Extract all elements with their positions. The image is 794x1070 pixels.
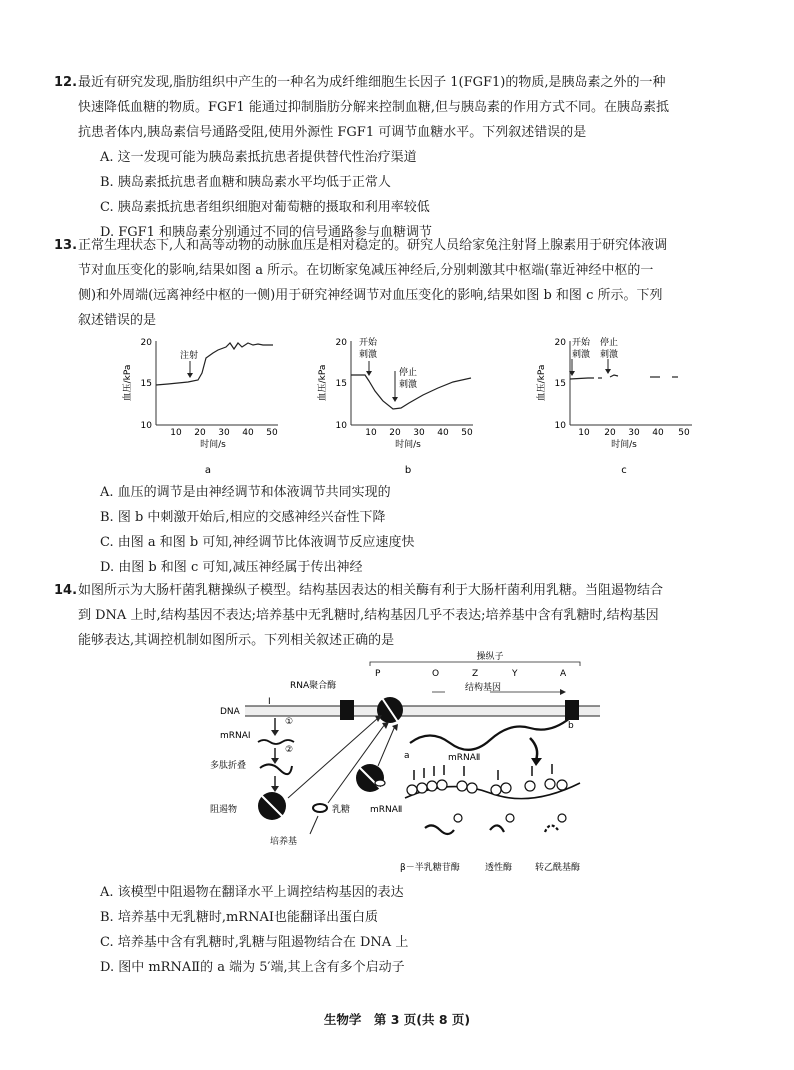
series-line: [156, 343, 273, 385]
arrow-icon: [187, 373, 193, 378]
arrow-icon: [366, 371, 372, 376]
label-o: O: [432, 669, 440, 679]
tick-label: 20: [335, 338, 347, 348]
annotation: 刺激: [572, 350, 591, 360]
enzyme2-label: 透性酶: [485, 863, 513, 873]
series-line: [610, 375, 618, 377]
step-1: ①: [285, 717, 294, 727]
label-z: Z: [472, 669, 479, 679]
operon-label: 操纵子: [476, 652, 504, 662]
x-axis-label: 时间/s: [395, 440, 421, 450]
tick-label: 30: [628, 428, 640, 438]
option-d[interactable]: D. 图中 mRNAⅡ的 a 端为 5′端,其上含有多个启动子: [100, 960, 405, 975]
y-axis-label: 血压/kPa: [537, 364, 547, 402]
tick-label: 10: [140, 421, 152, 431]
option-b[interactable]: B. 培养基中无乳糖时,mRNAⅠ也能翻译出蛋白质: [100, 910, 378, 925]
annotation: 刺激: [399, 380, 418, 390]
question-text-line: 节对血压变化的影响,结果如图 a 所示。在切断家兔减压神经后,分别刺激其中枢端(靠近神经中枢的一: [78, 263, 654, 278]
question-number: 12.: [54, 75, 78, 90]
tick-label: 30: [218, 428, 230, 438]
enzyme1-icon: [425, 825, 454, 834]
question-text-line: 叙述错误的是: [78, 313, 157, 328]
question-13: [54, 233, 728, 333]
option-b[interactable]: B. 图 b 中刺激开始后,相应的交感神经兴奋性下降: [100, 510, 386, 525]
option-d[interactable]: D. FGF1 和胰岛素分别通过不同的信号通路参与血糖调节: [100, 225, 433, 240]
question-14-options: [78, 880, 728, 980]
arrow-icon: [605, 369, 611, 374]
enzyme3-icon: [545, 825, 558, 832]
question-text-line: 抗患者体内,胰岛素信号通路受阻,使用外源性 FGF1 可调节血糖水平。下列叙述错误的是: [78, 125, 587, 140]
mrna2-label: mRNAⅡ: [448, 753, 481, 763]
step-2: ②: [285, 745, 294, 755]
end-b-label: b: [568, 721, 574, 731]
option-a[interactable]: A. 该模型中阻遏物在翻译水平上调控结构基因的表达: [100, 885, 404, 900]
dna-label: DNA: [220, 707, 240, 717]
tick-label: 20: [389, 428, 401, 438]
annotation: 停止: [600, 338, 619, 348]
label-p: P: [375, 669, 381, 679]
folding-label: 多肽折叠: [210, 761, 247, 771]
option-a[interactable]: A. 血压的调节是由神经调节和体液调节共同实现的: [100, 485, 391, 500]
tick-label: 10: [170, 428, 182, 438]
label-y: Y: [512, 669, 518, 679]
question-text-line: 正常生理状态下,人和高等动物的动脉血压是相对稳定的。研究人员给家兔注射肾上腺素用于研究体液调: [78, 238, 668, 253]
x-axis-label: 时间/s: [611, 440, 637, 450]
question-12: [54, 70, 728, 245]
question-text-line: 如图所示为大肠杆菌乳糖操纵子模型。结构基因表达的相关酶有利于大肠杆菌利用乳糖。当阻遏物结合: [78, 583, 664, 598]
mrna2-strand: [410, 718, 570, 750]
tick-label: 10: [554, 421, 566, 431]
tick-label: 20: [604, 428, 616, 438]
option-d[interactable]: D. 由图 b 和图 c 可知,减压神经属于传出神经: [100, 560, 363, 575]
tick-label: 50: [266, 428, 278, 438]
tick-label: 15: [554, 379, 566, 389]
option-a[interactable]: A. 这一发现可能为胰岛素抵抗患者提供替代性治疗渠道: [100, 150, 417, 165]
question-13-options: [78, 480, 728, 580]
tick-label: 15: [335, 379, 347, 389]
figure-caption: c: [621, 465, 627, 476]
option-c[interactable]: C. 胰岛素抵抗患者组织细胞对葡萄糖的摄取和利用率较低: [100, 200, 430, 215]
tick-label: 50: [678, 428, 690, 438]
figure-b: [313, 333, 488, 483]
option-c[interactable]: C. 培养基中含有乳糖时,乳糖与阻遏物结合在 DNA 上: [100, 935, 409, 950]
annotation: 刺激: [359, 350, 378, 360]
annotation: 开始: [359, 338, 378, 348]
repressor-label: 阻遏物: [210, 805, 238, 815]
tick-label: 40: [242, 428, 254, 438]
rna-polymerase-icon: [340, 700, 354, 720]
tick-label: 15: [140, 379, 152, 389]
tick-label: 20: [194, 428, 206, 438]
tick-label: 40: [652, 428, 664, 438]
tick-label: 50: [461, 428, 473, 438]
tick-label: 10: [335, 421, 347, 431]
figure-caption: a: [204, 465, 212, 476]
question-text-line: 侧)和外周端(远离神经中枢的一侧)用于研究神经调节对血压变化的影响,结果如图 b 和图 c 所示。下列: [78, 288, 663, 303]
y-axis-label: 血压/kPa: [123, 364, 133, 402]
lactose-label: 乳糖: [332, 805, 351, 815]
label-a: A: [560, 669, 567, 679]
enzyme1-label: β－半乳糖苷酶: [400, 863, 460, 873]
gene-i-label: I: [268, 697, 271, 707]
tick-label: 10: [365, 428, 377, 438]
option-b[interactable]: B. 胰岛素抵抗患者血糖和胰岛素水平均低于正常人: [100, 175, 391, 190]
option-c[interactable]: C. 由图 a 和图 b 可知,神经调节比体液调节反应速度快: [100, 535, 415, 550]
series-line: [570, 378, 594, 379]
question-14: [54, 578, 728, 653]
mrna2-left-label: mRNAⅡ: [370, 805, 403, 815]
medium-label: 培养基: [270, 837, 298, 847]
arrow-icon: [392, 397, 398, 402]
mrna1-label: mRNAⅠ: [220, 731, 251, 741]
annotation: 停止: [399, 368, 418, 378]
structural-genes-label: 结构基因: [465, 683, 502, 693]
tick-label: 20: [140, 338, 152, 348]
question-text-line: 到 DNA 上时,结构基因不表达;培养基中无乳糖时,结构基因几乎不表达;培养基中含有乳糖时,结构基因: [78, 608, 659, 623]
enzyme2-icon: [490, 825, 504, 832]
figure-caption: b: [404, 465, 412, 476]
x-axis-label: 时间/s: [200, 440, 226, 450]
rna-polymerase-icon: [565, 700, 579, 720]
tick-label: 20: [554, 338, 566, 348]
question-number: 13.: [54, 238, 78, 253]
question-text-line: 最近有研究发现,脂肪组织中产生的一种名为成纤维细胞生长因子 1(FGF1)的物质,是胰岛素之外的一种: [78, 75, 666, 90]
page-footer: 生物学 第 3 页(共 8 页): [323, 1012, 471, 1027]
tick-label: 40: [437, 428, 449, 438]
lactose-icon: [313, 804, 327, 812]
question-text-line: 快速降低血糖的物质。FGF1 能通过抑制脂肪分解来控制血糖,但与胰岛素的作用方式不同。在胰岛素抵: [78, 100, 669, 115]
rna-polymerase-label: RNA聚合酶: [290, 681, 337, 691]
annotation: 开始: [572, 338, 591, 348]
figure-a: [118, 333, 293, 483]
enzyme3-label: 转乙酰基酶: [535, 863, 581, 873]
question-text-line: 能够表达,其调控机制如图所示。下列相关叙述正确的是: [78, 633, 395, 648]
tick-label: 30: [413, 428, 425, 438]
annotation: 注射: [180, 351, 199, 361]
figure-c: [532, 333, 707, 483]
end-a-label: a: [404, 751, 410, 761]
question-number: 14.: [54, 583, 78, 598]
lac-operon-diagram: [200, 648, 620, 878]
annotation: 刺激: [600, 350, 619, 360]
tick-label: 10: [578, 428, 590, 438]
y-axis-label: 血压/kPa: [318, 364, 328, 402]
